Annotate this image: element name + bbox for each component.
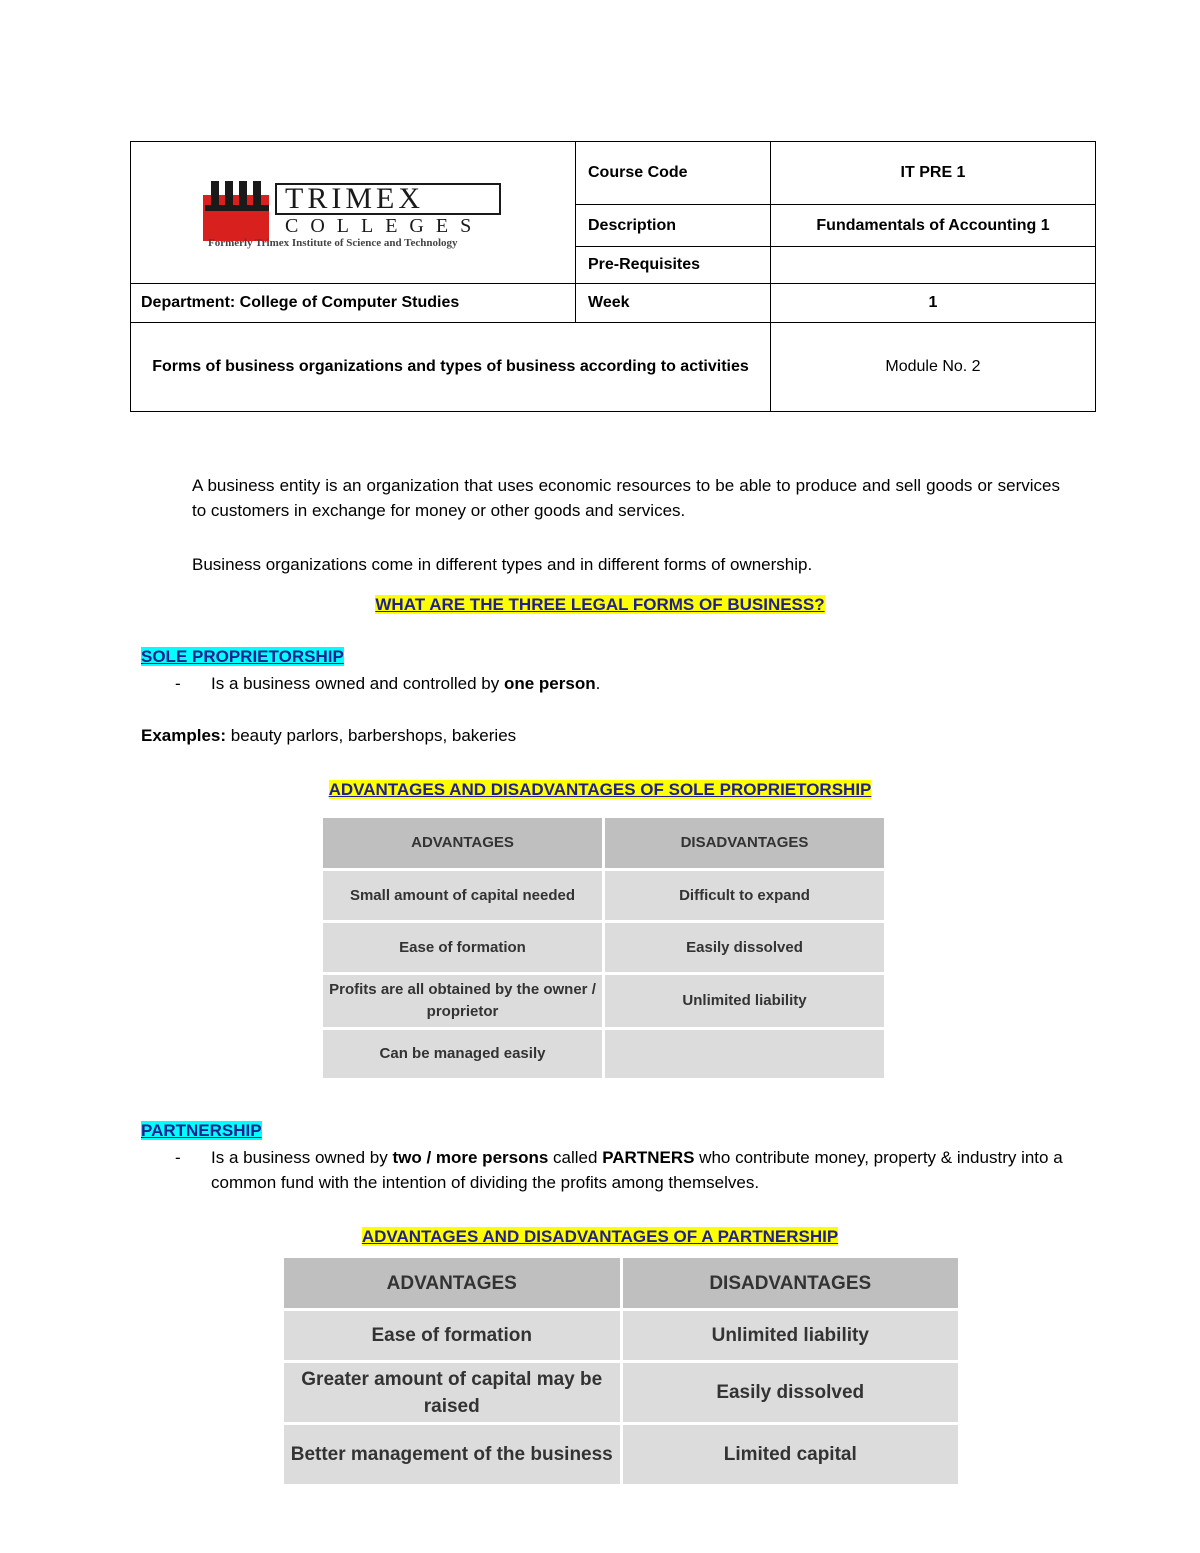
table-cell: Ease of formation	[284, 1311, 620, 1360]
week-value: 1	[771, 284, 1095, 323]
sole-proprietorship-table	[320, 815, 887, 1081]
question-heading: WHAT ARE THE THREE LEGAL FORMS OF BUSINESS?	[375, 595, 825, 614]
sole-def-suffix: .	[595, 674, 601, 693]
sole-proprietorship-heading: SOLE PROPRIETORSHIP	[141, 647, 344, 666]
examples-text: beauty parlors, barbershops, bakeries	[226, 726, 517, 745]
trimex-logo	[203, 173, 503, 253]
sole-heading-wrap	[141, 644, 344, 669]
department-cell: Department: College of Computer Studies	[131, 284, 576, 323]
table-cell: Small amount of capital needed	[323, 871, 602, 920]
table-cell: Greater amount of capital may be raised	[284, 1363, 620, 1422]
partnership-table-header-disadvantages: DISADVANTAGES	[623, 1258, 959, 1308]
logo-brand-word: TRIMEX	[275, 183, 501, 215]
partnership-def-4: PARTNERS	[602, 1148, 695, 1167]
logo-pillars-icon	[205, 181, 267, 211]
table-cell: Unlimited liability	[605, 975, 884, 1027]
logo-colleges-word: COLLEGES	[285, 214, 484, 237]
partnership-table-header-advantages: ADVANTAGES	[284, 1258, 620, 1308]
course-code-label: Course Code	[576, 142, 771, 205]
sole-def-prefix: Is a business owned and controlled by	[211, 674, 504, 693]
sole-table-heading: ADVANTAGES AND DISADVANTAGES OF SOLE PROPRIETORSHIP	[328, 780, 872, 799]
table-cell: Easily dissolved	[623, 1363, 959, 1422]
table-cell: Difficult to expand	[605, 871, 884, 920]
logo-cell	[131, 142, 576, 284]
course-header-table	[130, 141, 1096, 412]
sole-table-header-disadvantages: DISADVANTAGES	[605, 818, 884, 868]
course-code-value: IT PRE 1	[771, 142, 1095, 205]
description-value: Fundamentals of Accounting 1	[771, 205, 1095, 247]
sole-table-header-advantages: ADVANTAGES	[323, 818, 602, 868]
partnership-heading: PARTNERSHIP	[141, 1121, 262, 1140]
second-paragraph: Business organizations come in different types and in different forms of ownership.	[192, 555, 813, 574]
table-cell: Ease of formation	[323, 923, 602, 972]
table-cell: Profits are all obtained by the owner / proprietor	[323, 975, 602, 1027]
partnership-heading-wrap	[141, 1118, 262, 1143]
table-cell: Can be managed easily	[323, 1030, 602, 1078]
partnership-def-2: two / more persons	[392, 1148, 549, 1167]
partnership-def-3: called	[548, 1148, 603, 1167]
partnership-table-heading: ADVANTAGES AND DISADVANTAGES OF A PARTNERSHIP	[361, 1227, 839, 1246]
partnership-def-5: who contribute money, property & industry into a common fund with the intention of dividing the profits among themselves.	[211, 1148, 1063, 1192]
sole-examples	[141, 723, 516, 748]
bullet-dash: -	[175, 674, 181, 693]
topic-title: Forms of business organizations and types of business according to activities	[131, 323, 771, 411]
sole-table-heading-wrap	[0, 777, 1200, 802]
partnership-def-1: Is a business owned by	[211, 1148, 393, 1167]
bullet-dash: -	[175, 1148, 181, 1167]
partnership-table-heading-wrap	[0, 1224, 1200, 1249]
partnership-table	[281, 1255, 961, 1487]
table-cell: Better management of the business	[284, 1425, 620, 1484]
prerequisites-label: Pre-Requisites	[576, 247, 771, 284]
table-cell: Unlimited liability	[623, 1311, 959, 1360]
module-number: Module No. 2	[885, 358, 981, 375]
table-cell: Limited capital	[623, 1425, 959, 1484]
question-heading-wrap	[0, 592, 1200, 617]
description-label: Description	[576, 205, 771, 247]
table-cell	[605, 1030, 884, 1078]
prerequisites-value	[771, 247, 1095, 284]
week-label: Week	[576, 284, 771, 323]
examples-label: Examples:	[141, 726, 227, 745]
table-cell: Easily dissolved	[605, 923, 884, 972]
sole-definition	[175, 671, 1060, 696]
sole-def-bold: one person	[503, 674, 596, 693]
logo-subtitle: Formerly Trimex Institute of Science and Technology	[208, 236, 458, 249]
intro-paragraph: A business entity is an organization that uses economic resources to be able to produce and sell goods or services to customers in exchange for money or other goods and services.	[192, 476, 1060, 520]
partnership-definition	[175, 1145, 1065, 1195]
